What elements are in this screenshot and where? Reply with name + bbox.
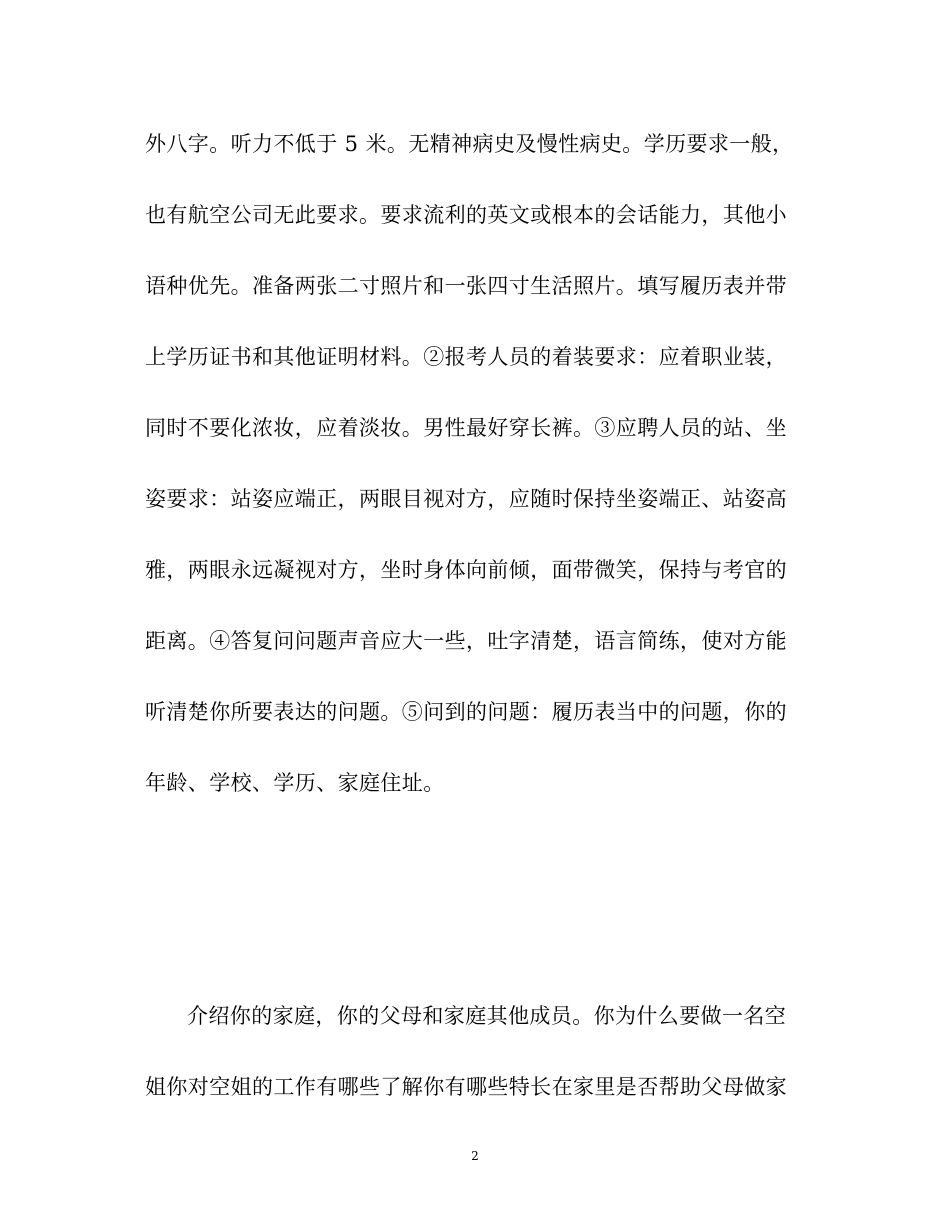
paragraph-line: 雅，两眼永远凝视对方，坐时身体向前倾，面带微笑，保持与考官的 bbox=[145, 558, 787, 582]
paragraph-line: 姐你对空姐的工作有哪些了解你有哪些特长在家里是否帮助父母做家 bbox=[145, 1075, 787, 1099]
paragraph-line: 也有航空公司无此要求。要求流利的英文或根本的会话能力，其他小 bbox=[145, 203, 787, 227]
paragraph-line: 同时不要化浓妆，应着淡妆。男性最好穿长裤。③应聘人员的站、坐 bbox=[145, 416, 787, 440]
paragraph-line: 上学历证书和其他证明材料。②报考人员的着装要求：应着职业装， bbox=[145, 345, 787, 369]
paragraph-line: 外八字。听力不低于 5 米。无精神病史及慢性病史。学历要求一般， bbox=[145, 132, 794, 156]
paragraph-line: 距离。④答复问问题声音应大一些，吐字清楚，语言简练，使对方能 bbox=[145, 629, 787, 653]
paragraph-line: 听清楚你所要表达的问题。⑤问到的问题：履历表当中的问题，你的 bbox=[145, 700, 787, 724]
paragraph-line: 语种优先。准备两张二寸照片和一张四寸生活照片。填写履历表并带 bbox=[145, 274, 787, 298]
page-number: 2 bbox=[471, 1149, 479, 1163]
paragraph-line: 姿要求：站姿应端正，两眼目视对方，应随时保持坐姿端正、站姿高 bbox=[145, 487, 787, 511]
paragraph-line: 介绍你的家庭，你的父母和家庭其他成员。你为什么要做一名空 bbox=[187, 1004, 787, 1028]
paragraph-line: 年龄、学校、学历、家庭住址。 bbox=[145, 771, 445, 795]
